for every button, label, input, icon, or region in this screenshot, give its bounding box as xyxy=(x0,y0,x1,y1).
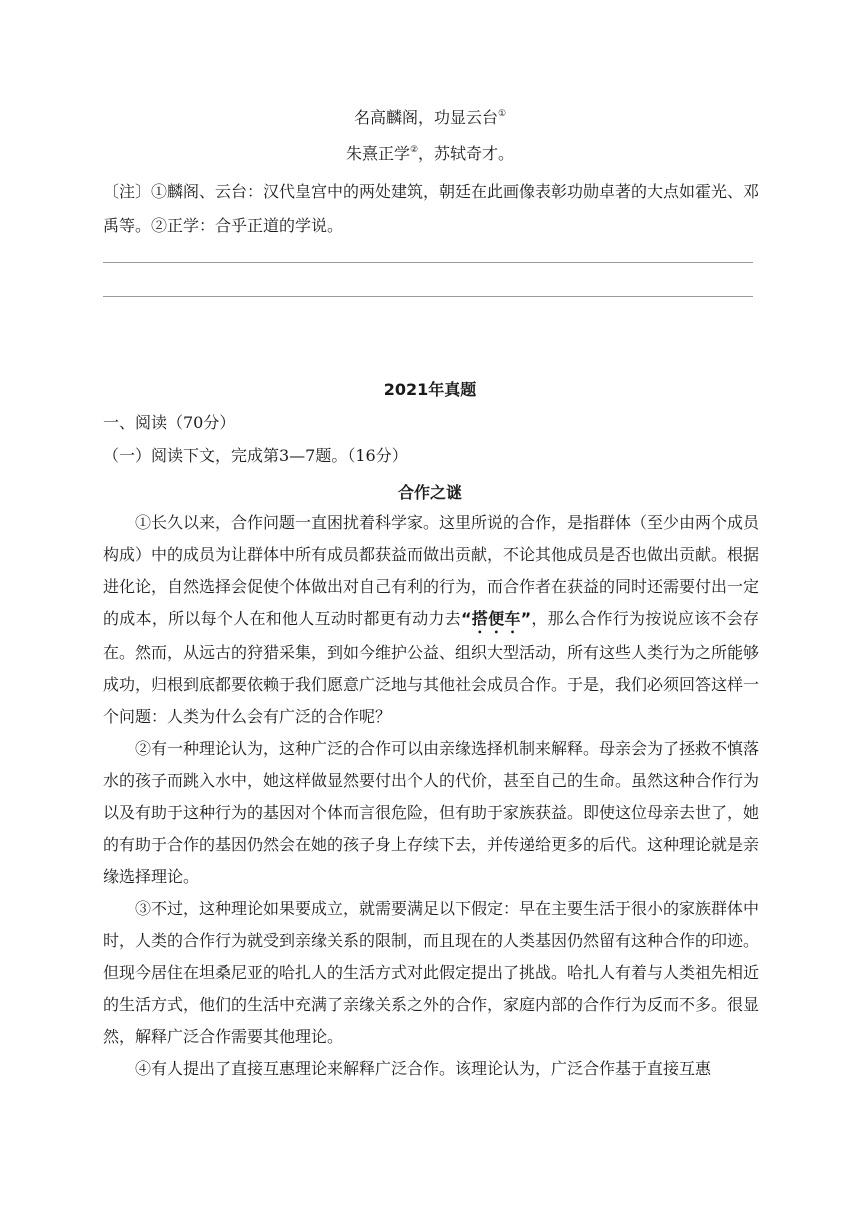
poem-line-2-text-b: ，苏轼奇才。 xyxy=(418,144,515,163)
article-title: 合作之谜 xyxy=(397,483,462,502)
subsection-instruction: （一）阅读下文，完成第3—7题。（16分） xyxy=(103,446,408,465)
answer-line-1[interactable] xyxy=(103,262,753,263)
answer-line-2[interactable] xyxy=(103,296,753,297)
year-heading: 2021年真题 xyxy=(383,380,477,399)
paragraph-1 xyxy=(103,507,759,733)
poem-line-2-text-a: 朱熹正学 xyxy=(345,144,410,163)
emphasized-phrase: “搭便车” xyxy=(461,609,532,628)
paragraph-2: ②有一种理论认为，这种广泛的合作可以由亲缘选择机制来解释。母亲会为了拯救不慎落水的孩子而跳入水中，她这样做显然要付出个人的代价，甚至自己的生命。虽然这种合作行为以及有助于这种行为的基因对个体而言很危险，但有助于家族获益。即使这位母亲去世了，她的有助于合作的基因仍然会在她的孩子身上存续下去，并传递给更多的后代。这种理论就是亲缘选择理论。 xyxy=(103,739,760,886)
paragraph-4: ④有人提出了直接互惠理论来解释广泛合作。该理论认为，广泛合作基于直接互惠 xyxy=(135,1059,712,1078)
paragraph-1-text-a: ①长久以来，合作问题一直困扰着科学家。这里所说的合作，是指群体（至少由两个成员构成）中的成员为让群体中所有成员都获益而做出贡献，不论其他成员是否也做出贡献。根据进化论，自然选择会促使个体做出对自己有利的行为，而合作者在获益的同时还需要付出一定的成本，所以每个人在和他人互动时都更有动力去 xyxy=(103,513,760,628)
poem-line-2 xyxy=(0,142,860,166)
annotation-note: 〔注〕①麟阁、云台：汉代皇宫中的两处建筑，朝廷在此画像表彰功勋卓著的大点如霍光、邓禹等。②正学：合乎正道的学说。 xyxy=(103,182,760,235)
poem-line-1 xyxy=(0,106,860,130)
footnote-mark-2: ② xyxy=(409,145,419,155)
poem-line-1-text: 名高麟阁，功显云台 xyxy=(353,108,498,127)
paragraph-3: ③不过，这种理论如果要成立，就需要满足以下假定：早在主要生活于很小的家族群体中时，人类的合作行为就受到亲缘关系的限制，而且现在的人类基因仍然留有这种合作的印迹。但现今居住在坦桑尼亚的哈扎人的生活方式对此假定提出了挑战。哈扎人有着与人类祖先相近的生活方式，他们的生活中充满了亲缘关系之外的合作，家庭内部的合作行为反而不多。很显然，解释广泛合作需要其他理论。 xyxy=(103,899,760,1046)
section-heading: 一、阅读（70分） xyxy=(103,413,236,432)
paragraph-1-text-b: ，那么合作行为按说应该不会存在。然而，从远古的狩猎采集，到如今维护公益、组织大型活动，所有这些人类行为之所能够成功，归根到底都要依赖于我们愿意广泛地与其他社会成员合作。于是，我们必须回答这样一个问题：人类为什么会有广泛的合作呢？ xyxy=(103,609,760,726)
footnote-mark-1: ① xyxy=(497,109,507,119)
article-body xyxy=(103,507,759,1085)
